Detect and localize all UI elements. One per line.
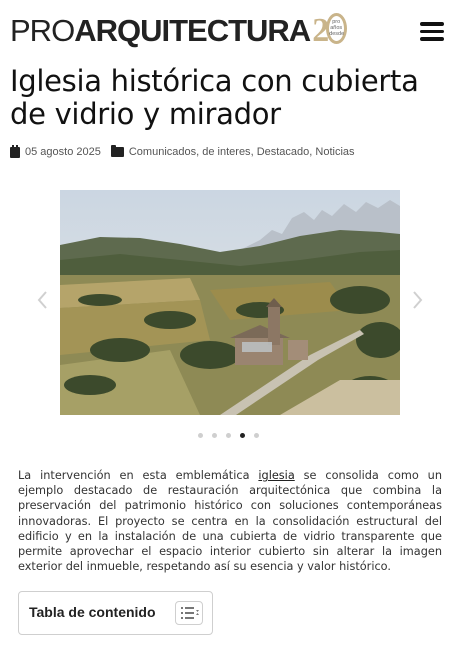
calendar-icon	[10, 147, 20, 158]
folder-icon	[111, 147, 124, 157]
table-of-contents	[18, 591, 213, 635]
category-separator: ,	[196, 146, 203, 158]
article-intro	[18, 468, 442, 574]
logo-text-bold: ARQUITECTURA	[74, 13, 311, 48]
category-link[interactable]: Destacado	[256, 146, 310, 158]
intro-link-iglesia[interactable]: iglesia	[258, 469, 295, 482]
intro-text-after: se consolida como un ejemplo destacado de restauración arquitectónica que combina la preservación del patrimonio histórico con soluciones contemporáneas innovadoras. El proyecto se centra en la consolidación estructural del edificio y en la instalación de una cubierta de vidrio transparente que permite aprovechar el espacio interior cubierto sin alterar la imagen exterior del inmueble, respetando así su esencia y valor histórico.	[18, 469, 442, 574]
category-list	[129, 146, 355, 158]
logo-anniversary-digit: 2	[312, 12, 330, 49]
chevron-right-icon[interactable]	[410, 288, 424, 312]
carousel-slide-image	[60, 190, 400, 415]
logo-anniversary-small-text: pro años desde	[329, 19, 345, 37]
carousel-pagination	[198, 433, 259, 438]
chevron-left-icon[interactable]	[36, 288, 50, 312]
site-header	[0, 0, 460, 62]
carousel-dot[interactable]	[212, 433, 217, 438]
category-separator: ,	[309, 146, 316, 158]
intro-text-before: La intervención en esta emblemática	[18, 469, 259, 482]
category-separator: ,	[250, 146, 257, 158]
logo-text-light: PRO	[10, 13, 75, 48]
article-meta	[10, 146, 355, 158]
article-date: 05 agosto 2025	[25, 146, 101, 158]
image-carousel[interactable]	[0, 188, 460, 448]
carousel-dot[interactable]	[254, 433, 259, 438]
article-title: Iglesia histórica con cubierta de vidrio y mirador	[10, 64, 419, 131]
hamburger-menu-icon[interactable]	[420, 22, 444, 40]
category-link[interactable]: Comunicados	[128, 146, 197, 158]
site-logo[interactable]	[10, 14, 348, 48]
toc-title: Tabla de contenido	[29, 604, 156, 620]
list-toggle-icon[interactable]	[175, 601, 203, 625]
logo-anniversary-mark	[312, 14, 348, 48]
category-link[interactable]: de interes	[202, 146, 251, 158]
category-link[interactable]: Noticias	[315, 146, 355, 158]
carousel-dot[interactable]	[198, 433, 203, 438]
carousel-dot[interactable]	[240, 433, 245, 438]
carousel-dot[interactable]	[226, 433, 231, 438]
